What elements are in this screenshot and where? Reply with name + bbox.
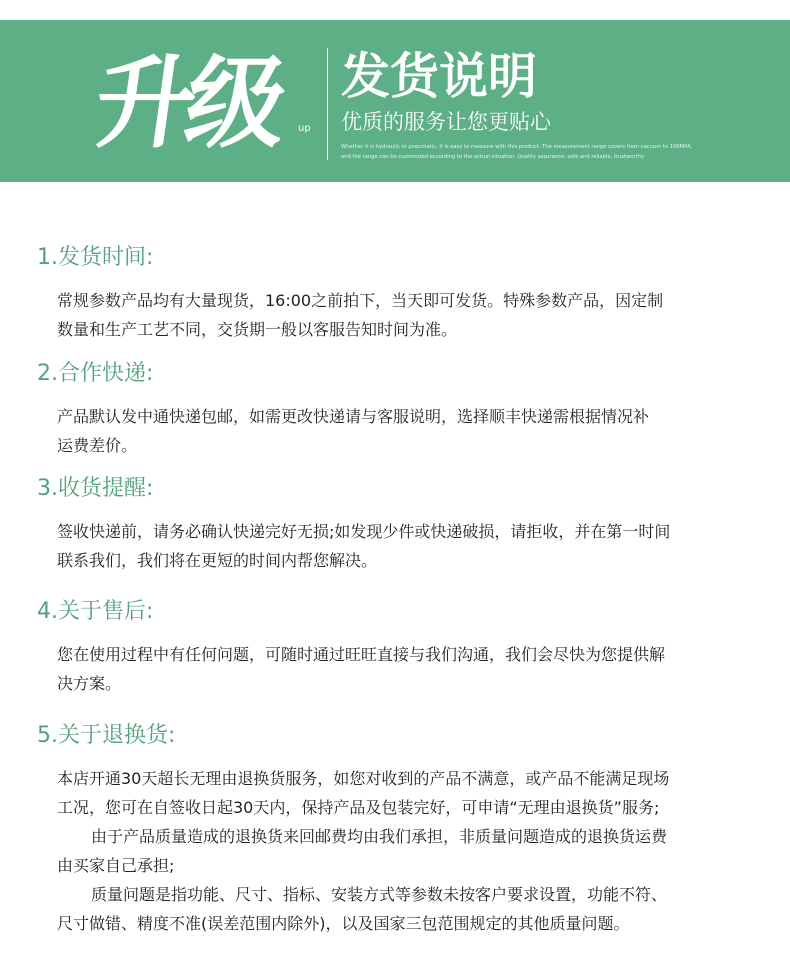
banner-divider <box>327 48 328 160</box>
section-heading-after-sales: 4.关于售后: <box>37 599 154 624</box>
section-heading-receipt-reminder: 3.收货提醒: <box>37 476 154 501</box>
body-line: 运费差价。 <box>57 436 138 455</box>
body-line: 决方案。 <box>57 674 122 693</box>
body-line: 常规参数产品均有大量现货，16:00之前拍下，当天即可发货。特殊参数产品，因定制 <box>57 291 664 310</box>
section-heading-shipping-time: 1.发货时间: <box>37 245 154 270</box>
body-line: 您在使用过程中有任何问题，可随时通过旺旺直接与我们沟通，我们会尽快为您提供解 <box>57 645 666 664</box>
fine-print-line: Whether it is hydraulic or pneumatic, it is easy to measure with this product. The measurement range covers from vacuum to 100MPA, <box>341 144 693 150</box>
body-line: 由买家自己承担; <box>57 856 175 875</box>
body-line: 工况，您可在自签收日起30天内，保持产品及包装完好，可申请“无理由退换货”服务; <box>57 798 660 817</box>
section-body-after-sales <box>57 640 767 698</box>
section-heading-courier: 2.合作快递: <box>37 361 154 386</box>
body-line: 产品默认发中通快递包邮，如需更改快递请与客服说明，选择顺丰快递需根据情况补 <box>57 407 650 426</box>
section-body-shipping-time <box>57 286 767 344</box>
upgrade-logo: 升级 <box>87 45 285 162</box>
body-line: 本店开通30天超长无理由退换货服务，如您对收到的产品不满意，或产品不能满足现场 <box>57 769 670 788</box>
header-banner <box>0 20 790 182</box>
section-body-returns <box>57 764 767 938</box>
page-subtitle: 优质的服务让您更贴心 <box>341 110 551 134</box>
section-heading-returns: 5.关于退换货: <box>37 723 176 748</box>
body-line: 尺寸做错、精度不准(误差范围内除外)，以及国家三包范围规定的其他质量问题。 <box>57 914 630 933</box>
body-line: 数量和生产工艺不同，交货期一般以客服告知时间为准。 <box>57 320 458 339</box>
body-line: 由于产品质量造成的退换货来回邮费均由我们承担，非质量问题造成的退换货运费 <box>91 827 668 846</box>
body-line: 签收快递前，请务必确认快递完好无损;如发现少件或快递破损，请拒收，并在第一时间 <box>57 522 671 541</box>
body-line: 联系我们，我们将在更短的时间内帮您解决。 <box>57 551 378 570</box>
body-line: 质量问题是指功能、尺寸、指标、安装方式等参数未按客户要求设置，功能不符、 <box>91 885 668 904</box>
logo-sub-label: up <box>298 123 311 134</box>
page-title: 发货说明 <box>341 48 538 105</box>
section-body-receipt-reminder <box>57 517 767 575</box>
section-body-courier <box>57 402 767 460</box>
banner-fine-print <box>341 142 741 162</box>
fine-print-line: and the range can be customized according to the actual situation. Quality assurance, safe and reliable, trustworthy <box>341 154 644 160</box>
